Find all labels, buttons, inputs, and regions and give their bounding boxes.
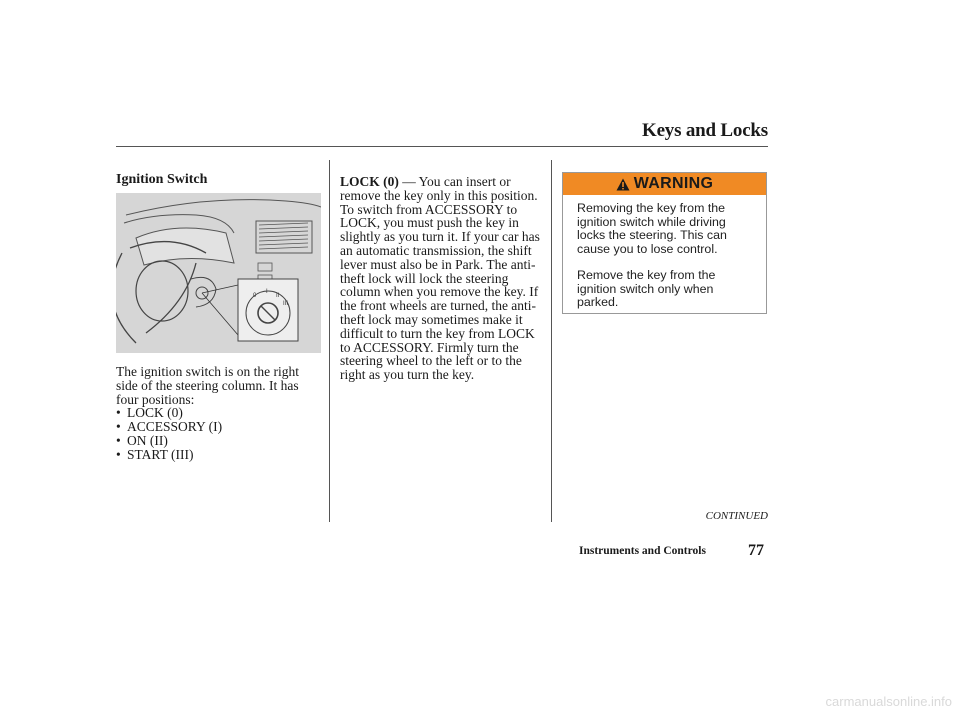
em-dash: — bbox=[402, 174, 416, 189]
footer-section-name: Instruments and Controls bbox=[579, 545, 706, 557]
warning-header bbox=[563, 173, 766, 195]
watermark: carmanualsonline.info bbox=[825, 694, 952, 709]
lock-heading: LOCK (0) bbox=[340, 174, 399, 189]
header-rule bbox=[116, 146, 768, 147]
list-item: • ON (II) bbox=[116, 432, 168, 448]
lock-position-paragraph bbox=[340, 175, 548, 382]
page-number: 77 bbox=[748, 542, 764, 559]
list-item: • ACCESSORY (I) bbox=[116, 419, 223, 435]
page-title: Keys and Locks bbox=[641, 120, 768, 141]
switch-label-start: III bbox=[283, 301, 289, 307]
intro-paragraph: The ignition switch is on the right side of the steering column. It has four positions: bbox=[116, 364, 299, 407]
positions-list bbox=[116, 406, 321, 461]
warning-box bbox=[562, 172, 767, 314]
warning-paragraph: Remove the key from the ignition switch only when parked. bbox=[577, 268, 716, 309]
ignition-description bbox=[116, 365, 321, 462]
switch-label-accessory: I bbox=[266, 289, 268, 295]
column-divider bbox=[329, 160, 330, 522]
dashboard-steering-icon bbox=[116, 193, 321, 353]
continued-label: CONTINUED bbox=[705, 510, 768, 522]
switch-label-lock: 0 bbox=[253, 293, 257, 299]
switch-label-on: II bbox=[276, 293, 280, 299]
ignition-switch-illustration bbox=[116, 193, 321, 353]
lock-description: You can insert or remove the key only in this position. To switch from ACCESSORY to LOCK, you must push the key in slightly as you turn it. If your car has an automatic transmission, the shift lever must also be in Park. The anti-theft lock will lock the steering column when you remove the key. If the front wheels are turned, the anti-theft lock may sometimes make it difficult to turn the key from LOCK to ACCESSORY. Firmly turn the steering wheel to the left or to the right as you turn the key. bbox=[340, 174, 540, 383]
warning-paragraph: Removing the key from the ignition switch while driving locks the steering. This can cause you to lose control. bbox=[577, 201, 727, 256]
warning-triangle-icon bbox=[616, 178, 630, 191]
list-item: • START (III) bbox=[116, 446, 194, 462]
section-heading: Ignition Switch bbox=[116, 172, 208, 187]
column-divider bbox=[551, 160, 552, 522]
list-item: • LOCK (0) bbox=[116, 405, 183, 421]
warning-label: WARNING bbox=[633, 175, 714, 192]
